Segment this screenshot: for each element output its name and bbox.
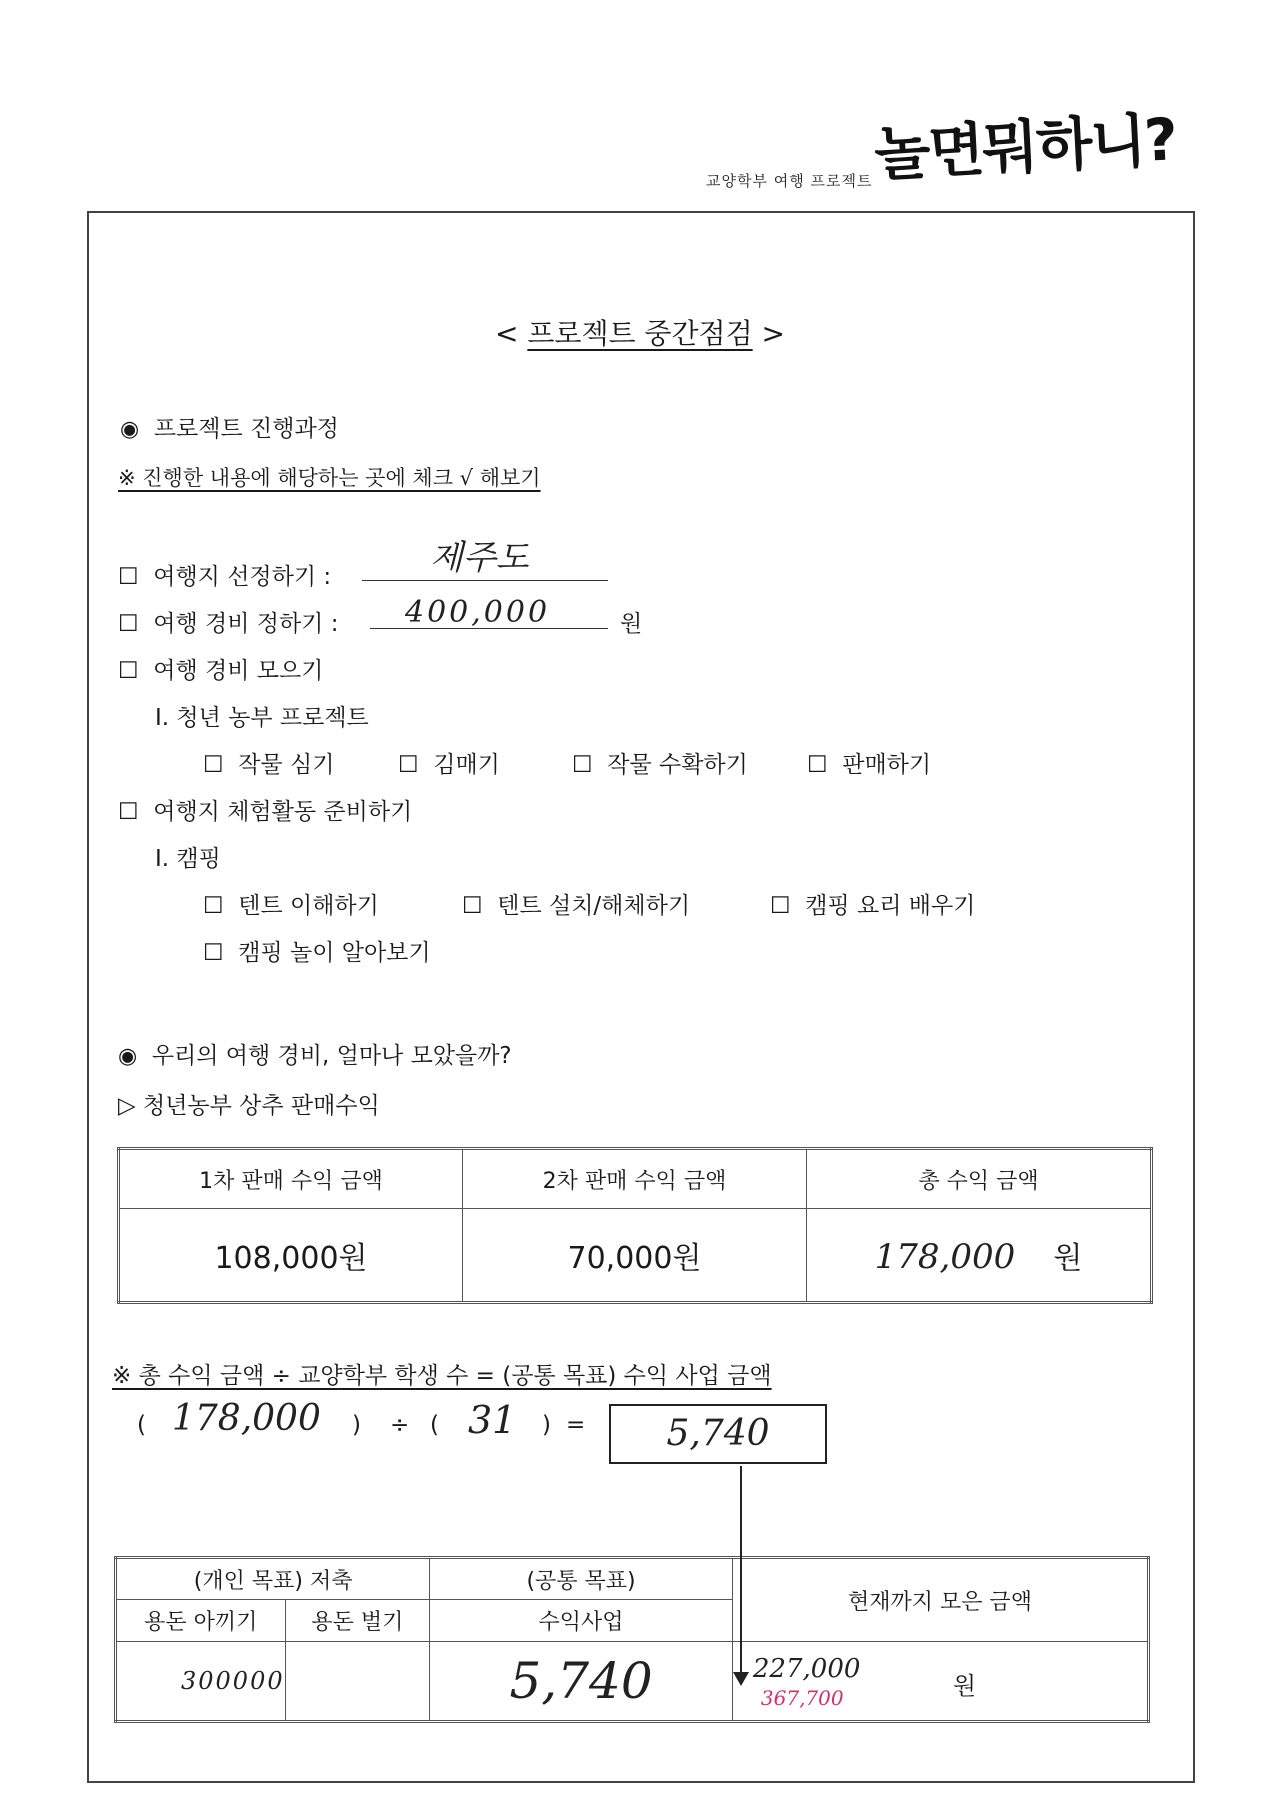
budget-unit: 원 [620, 611, 643, 637]
farmer-item: ☐ 작물 심기 [203, 752, 335, 778]
current-total-unit: 원 [952, 1672, 977, 1700]
earn-value-cell [285, 1642, 430, 1722]
current-total-header: 현재까지 모은 금액 [732, 1558, 1148, 1642]
profit-value-cell [430, 1642, 733, 1722]
section2-heading: ◉ 우리의 여행 경비, 얼마나 모았을까? [118, 1043, 512, 1069]
common-goal-header: (공통 목표) [430, 1558, 733, 1600]
table-header: 총 수익 금액 [806, 1149, 1151, 1209]
checkbox[interactable]: ☐ [118, 611, 139, 637]
formula-total: 178,000 [172, 1398, 321, 1439]
destination-row: ☐ 여행지 선정하기 : [118, 564, 332, 590]
camping-label: I. 캠핑 [155, 846, 221, 872]
sales-revenue-table [117, 1147, 1153, 1304]
arrow-down-icon [733, 1672, 749, 1686]
personal-goal-header: (개인 목표) 저축 [116, 1558, 430, 1600]
checkbox[interactable]: ☐ [807, 752, 828, 778]
table-header: 1차 판매 수익 금액 [119, 1149, 463, 1209]
checkbox[interactable]: ☐ [398, 752, 419, 778]
formula-equals: = [566, 1412, 586, 1438]
checkbox[interactable]: ☐ [572, 752, 593, 778]
budget-value: 400,000 [405, 595, 551, 630]
profit-value: 5,740 [509, 1652, 653, 1710]
checkbox[interactable]: ☐ [203, 940, 224, 966]
farmer-item: ☐ 작물 수확하기 [572, 752, 748, 778]
camping-item: ☐ 텐트 설치/해체하기 [462, 893, 691, 919]
checkbox[interactable]: ☐ [462, 893, 483, 919]
personal-savings-cell [116, 1642, 286, 1722]
second-sale-amount: 70,000원 [462, 1209, 806, 1303]
camping-item: ☐ 텐트 이해하기 [203, 893, 379, 919]
current-total-cell [732, 1642, 1148, 1722]
page-title: < 프로젝트 중간점검 > [494, 317, 786, 350]
destination-value: 제주도 [430, 538, 529, 578]
project-subtitle: 교양학부 여행 프로젝트 [706, 172, 873, 190]
camping-item: ☐ 캠핑 요리 배우기 [770, 893, 976, 919]
farmer-item: ☐ 김매기 [398, 752, 500, 778]
total-sale-unit: 원 [1053, 1241, 1083, 1276]
checkbox[interactable]: ☐ [118, 799, 139, 825]
profit-business-header: 수익사업 [430, 1600, 733, 1642]
brand-logo: 놀면뭐하니? [872, 105, 1178, 189]
checkbox[interactable]: ☐ [770, 893, 791, 919]
farmer-item: ☐ 판매하기 [807, 752, 932, 778]
collect-row: ☐ 여행 경비 모으기 [118, 658, 324, 684]
checkbox[interactable]: ☐ [203, 752, 224, 778]
budget-row: ☐ 여행 경비 정하기 : [118, 611, 339, 637]
page-title-text: 프로젝트 중간점검 [527, 317, 753, 350]
save-value: 300000 [181, 1667, 285, 1695]
current-total-correction: 367,700 [760, 1686, 844, 1710]
total-sale-cell [806, 1209, 1151, 1303]
section1-heading: ◉ 프로젝트 진행과정 [120, 416, 339, 442]
checkbox[interactable]: ☐ [118, 564, 139, 590]
farmer-label: I. 청년 농부 프로젝트 [155, 705, 369, 731]
formula-students: 31 [468, 1398, 517, 1442]
save-allowance-header: 용돈 아끼기 [116, 1600, 286, 1642]
radio-bullet-icon: ◉ [118, 1044, 138, 1069]
formula-text: ※ 총 수익 금액 ÷ 교양학부 학생 수 = (공통 목표) 수익 사업 금액 [112, 1363, 772, 1389]
camping-item: ☐ 캠핑 놀이 알아보기 [203, 940, 431, 966]
formula-result-box [609, 1404, 827, 1464]
total-sale-amount: 178,000 [874, 1237, 1016, 1277]
form-frame [87, 211, 1195, 1783]
first-sale-amount: 108,000원 [119, 1209, 463, 1303]
table-header: 2차 판매 수익 금액 [462, 1149, 806, 1209]
checkbox[interactable]: ☐ [203, 893, 224, 919]
earn-allowance-header: 용돈 벌기 [285, 1600, 430, 1642]
savings-table [114, 1556, 1150, 1723]
formula-divide: ÷ [390, 1412, 410, 1438]
prep-row: ☐ 여행지 체험활동 준비하기 [118, 799, 413, 825]
arrow-line [740, 1466, 742, 1676]
formula-result: 5,740 [666, 1413, 770, 1454]
radio-bullet-icon: ◉ [120, 417, 140, 442]
current-total-value: 227,000 [752, 1654, 861, 1684]
section1-note: ※ 진행한 내용에 해당하는 곳에 체크 √ 해보기 [118, 466, 541, 490]
destination-line [362, 580, 608, 581]
section2-sub: ▷ 청년농부 상추 판매수익 [118, 1093, 380, 1119]
checkbox[interactable]: ☐ [118, 658, 139, 684]
